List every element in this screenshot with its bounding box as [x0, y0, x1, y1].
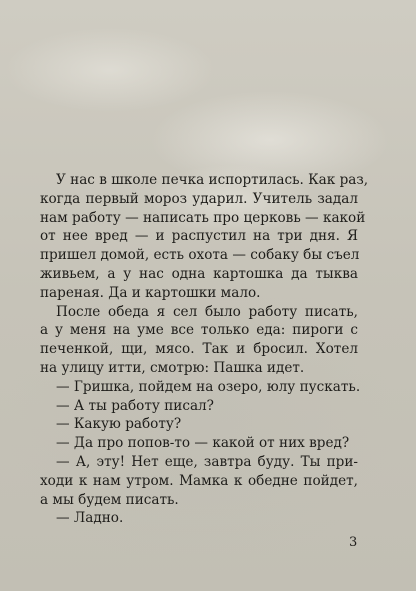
- text-line: После обеда я сел было работу писать,: [56, 303, 358, 320]
- text-line: живьем, а у нас одна картошка да тыква: [40, 265, 358, 282]
- text-line: пришел домой, есть охота — собаку бы съел: [40, 247, 360, 264]
- text-line: — Да про попов-то — какой от них вред?: [56, 435, 350, 452]
- body-text: [40, 171, 369, 528]
- text-line: — Ладно.: [56, 510, 124, 527]
- text-line: печенкой, щи, мясо. Так и бросил. Хотел: [40, 341, 358, 358]
- text-line: а мы будем писать.: [40, 491, 179, 508]
- text-line: когда первый мороз ударил. Учитель задал: [40, 190, 358, 207]
- text-line: У нас в школе печка испортилась. Как раз,: [56, 172, 369, 188]
- text-line: ходи к нам утром. Мамка к обедне пойдет,: [40, 472, 358, 489]
- text-line: пареная. Да и картошки мало.: [40, 284, 261, 301]
- text-line: — Гришка, пойдем на озеро, юлу пускать.: [56, 378, 361, 395]
- text-line: — Какую работу?: [56, 416, 182, 433]
- text-line: на улицу итти, смотрю: Пашка идет.: [40, 359, 305, 376]
- text-line: нам работу — написать про церковь — какой: [40, 209, 366, 226]
- text-line: — А, эту! Нет еще, завтра буду. Ты при-: [56, 453, 358, 470]
- text-line: а у меня на уме все только еда: пироги с: [40, 322, 358, 339]
- page-number: 3: [349, 535, 358, 550]
- text-line: от нее вред — и распустил на три дня. Я: [40, 228, 358, 245]
- text-line: — А ты работу писал?: [56, 397, 214, 414]
